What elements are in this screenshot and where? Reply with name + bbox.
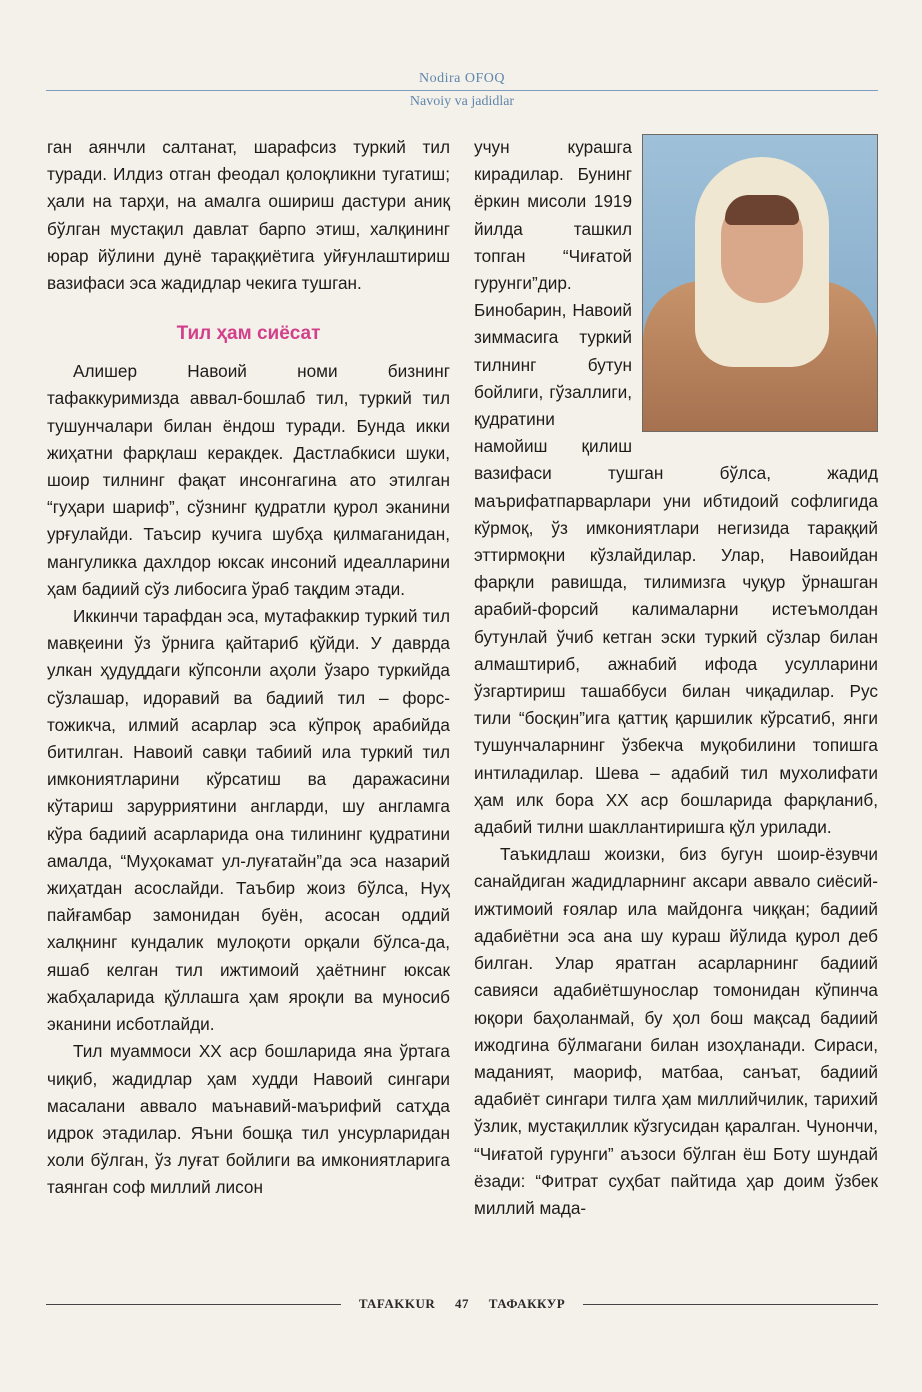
page-number: 47 [455,1296,470,1311]
header-subtitle: Navoiy va jadidlar [409,94,515,109]
right-column [474,134,878,1222]
running-header [46,70,878,110]
portrait-photo-frame [642,134,878,432]
footer-rule-left [46,1304,341,1305]
paragraph: учун курашга киpадилар. Бунинг ёркин мисоли 1919 йилда ташкил топган “Чиғатой гурунги”дир. Бинобарин, Навоий зиммасига туркий тилнинг бутун бойлиги, гўзаллиги, қудратини намойиш қилиш вазифаси тушган бўлса, жадид маърифатпарварлари уни ибтидоий софлигида кўрмоқ, ўз имкониятлари негизида тараққий эттирмоқни кўзлайдилар. Улар, Навоийдан фарқли равишда, тилимизга чуқур ўрнашган арабий-форсий калималарни истеъмолдан бутунлай ўчиб кетган эски туркий сўзлар билан алмаштириб, ажнабий ифода усулларини ўзгартириш ташаббуси билан чиқадилар. Рус тили “босқин”ига қаттиқ қаршилик кўрсатиб, янги тушунчаларнинг ўзбекча муқобилини топишга интиладилар. Шева – адабий тил мухолифати ҳам илк бора XX аср бошларида фарқланиб, адабий тилни шакллантиришга қўл урилади. [474,137,878,838]
paragraph: Иккинчи тарафдан эса, мутафаккир туркий тил мавқеини ўз ўрнига қайтариб қўйди. У даврда улкан ҳудуддаги кўпсонли аҳоли ўзаро туркийда сўзлашар, идоравий ва бадиий тил – форс-тожикча, илмий асарлар эса кўпроқ арабийда битилган. Навоий савқи табиий ила туркий тил имкониятларини кўрсатиш ва даражасини кўтариш зарурриятини англарди, шу англамга кўра бадиий асарларида она тилининг қудратини амалда, “Муҳокамат ул-луғатайн”да эса назарий жиҳатдан асослайди. Таъбир жоиз бўлса, Нуҳ пайғамбар замонидан буён, асосан оддий халқнинг кундалик мулоқоти орқали бўлса-да, яшаб келган тил ижтимоий ҳаётнинг юксак жабҳаларида қўллашга ҳам яроқли ва муносиб эканини исботлайди. [47,606,450,1035]
section-heading: Тил ҳам сиёсат [176,323,321,345]
paragraph: Алишер Навоий номи бизнинг тафаккуримизда аввал-бошлаб тил, туркий тил тушунчалари билан ёндош туради. Бунда икки жиҳатни фарқлаш керакдек. Дастлабкиси шуки, шоир тилнинг фақат инсонгагина ато этилган “гуҳари шариф”, сўзнинг қудратли қурол эканини урғулайди. Таъсир кучига шубҳа қилмаганидан, мангуликка дахлдор юксак инсоний идеалларини ҳам бадиий сўз либосига ўраб тақдим этади. [47,361,450,599]
footer-label [341,1296,583,1312]
footer-magazine-latin: TAFAKKUR [358,1296,436,1311]
footer-magazine-cyrillic: ТАФАККУР [488,1296,566,1311]
footer-rule-right [583,1304,878,1305]
left-column [47,134,450,1202]
paragraph: Тил муаммоси XX аср бошларида яна ўртага чиқиб, жадидлар ҳам худди Навоий сингари масалани аввало маънавий-маърифий сатҳда идрок этадилар. Яъни бошқа тил унсурларидан холи бўлган, ўз луғат бойлиги ва имкониятларига таянган соф миллий лисон [47,1041,450,1198]
portrait-photo [642,134,878,432]
paragraph: ган аянчли салтанат, шарафсиз туркий тил туради. Илдиз отган феодал қолоқликни тугатиш; ҳали на тарҳи, на амалга ошириш дастури аниқ бўлган мустақил давлат барпо этиш, халқининг юрар йўлини дунё тараққиётига уйғунлаштириш вазифаси эса жадидлар чекига тушган. [47,137,450,294]
page-footer [46,1294,878,1314]
photo-hair [725,195,799,225]
paragraph: Таъкидлаш жоизки, биз бугун шоир-ёзувчи санайдиган жадидларнинг аксари аввало сиёсий-ижтимоий ғоялар ила майдонга чиққан; бадиий адабиётни эса ана шу кураш йўлида қурол деб билган. Улар яратган асарларнинг бадиий савияси адабиётшунослар томонидан кўпинча юқори баҳоланмай, бу ҳол бош мақсад бадиий ижодгина бўлмагани билан изоҳланади. Сираси, маданият, маориф, матбаа, санъат, бадиий адабиёт сингари тилга ҳам миллийчилик, тарихий ўзлик, мустақиллик кўзгусидан қаралган. Чунончи, “Чиғатой гурунги” аъзоси бўлган ёш Боту шундай ёзади: “Фитрат суҳбат пайтида ҳар доим ўзбек миллий мада- [474,844,878,1218]
header-rule [46,90,878,91]
header-author: Nodira OFOQ [419,71,505,86]
